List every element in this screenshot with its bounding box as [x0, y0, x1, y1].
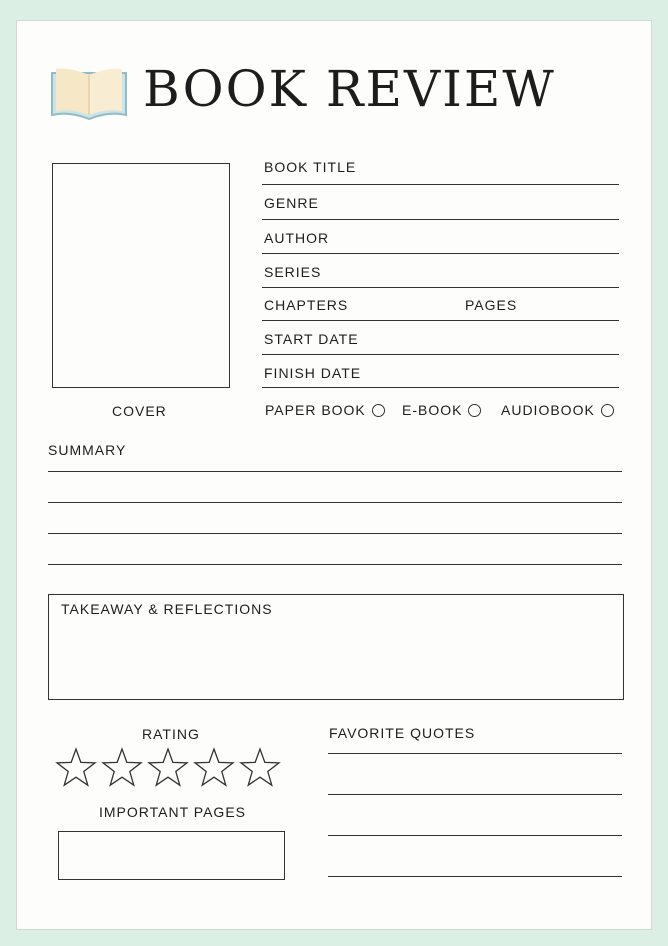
book-title-line[interactable]: [262, 184, 619, 185]
summary-line-2[interactable]: [48, 502, 622, 503]
important-pages-label: IMPORTANT PAGES: [99, 804, 246, 820]
format-paper-book-label: PAPER BOOK: [265, 402, 366, 418]
important-pages-box[interactable]: [58, 831, 285, 880]
ebook-radio[interactable]: [468, 404, 481, 417]
summary-line-3[interactable]: [48, 533, 622, 534]
series-label: SERIES: [264, 264, 322, 280]
rating-stars[interactable]: [55, 747, 281, 789]
star-icon[interactable]: [239, 747, 281, 789]
quote-line-2[interactable]: [328, 794, 622, 795]
summary-line-4[interactable]: [48, 564, 622, 565]
audiobook-radio[interactable]: [601, 404, 614, 417]
star-icon[interactable]: [55, 747, 97, 789]
finish-date-line[interactable]: [262, 387, 619, 388]
star-icon[interactable]: [147, 747, 189, 789]
genre-line[interactable]: [262, 219, 619, 220]
summary-line-1[interactable]: [48, 471, 622, 472]
star-icon[interactable]: [101, 747, 143, 789]
cover-box[interactable]: [52, 163, 230, 388]
takeaway-label: TAKEAWAY & REFLECTIONS: [61, 601, 273, 617]
quote-line-4[interactable]: [328, 876, 622, 877]
rating-label: RATING: [142, 726, 200, 742]
book-title-label: BOOK TITLE: [264, 159, 357, 175]
format-paper-book[interactable]: [265, 402, 385, 418]
format-ebook[interactable]: [402, 402, 481, 418]
finish-date-label: FINISH DATE: [264, 365, 362, 381]
format-audiobook[interactable]: [501, 402, 614, 418]
series-line[interactable]: [262, 287, 619, 288]
start-date-line[interactable]: [262, 354, 619, 355]
author-label: AUTHOR: [264, 230, 330, 246]
quote-line-3[interactable]: [328, 835, 622, 836]
format-audiobook-label: AUDIOBOOK: [501, 402, 595, 418]
chapters-pages-line[interactable]: [262, 320, 619, 321]
open-book-icon: [49, 65, 129, 123]
star-icon[interactable]: [193, 747, 235, 789]
format-ebook-label: E-BOOK: [402, 402, 463, 418]
favorite-quotes-label: FAVORITE QUOTES: [329, 725, 476, 741]
quote-line-1[interactable]: [328, 753, 622, 754]
summary-label: SUMMARY: [48, 442, 127, 458]
review-sheet: [16, 20, 652, 930]
start-date-label: START DATE: [264, 331, 359, 347]
genre-label: GENRE: [264, 195, 319, 211]
pages-label: PAGES: [465, 297, 518, 313]
page-title: BOOK REVIEW: [143, 60, 556, 118]
paper-book-radio[interactable]: [372, 404, 385, 417]
author-line[interactable]: [262, 253, 619, 254]
cover-label: COVER: [112, 403, 167, 419]
chapters-label: CHAPTERS: [264, 297, 349, 313]
